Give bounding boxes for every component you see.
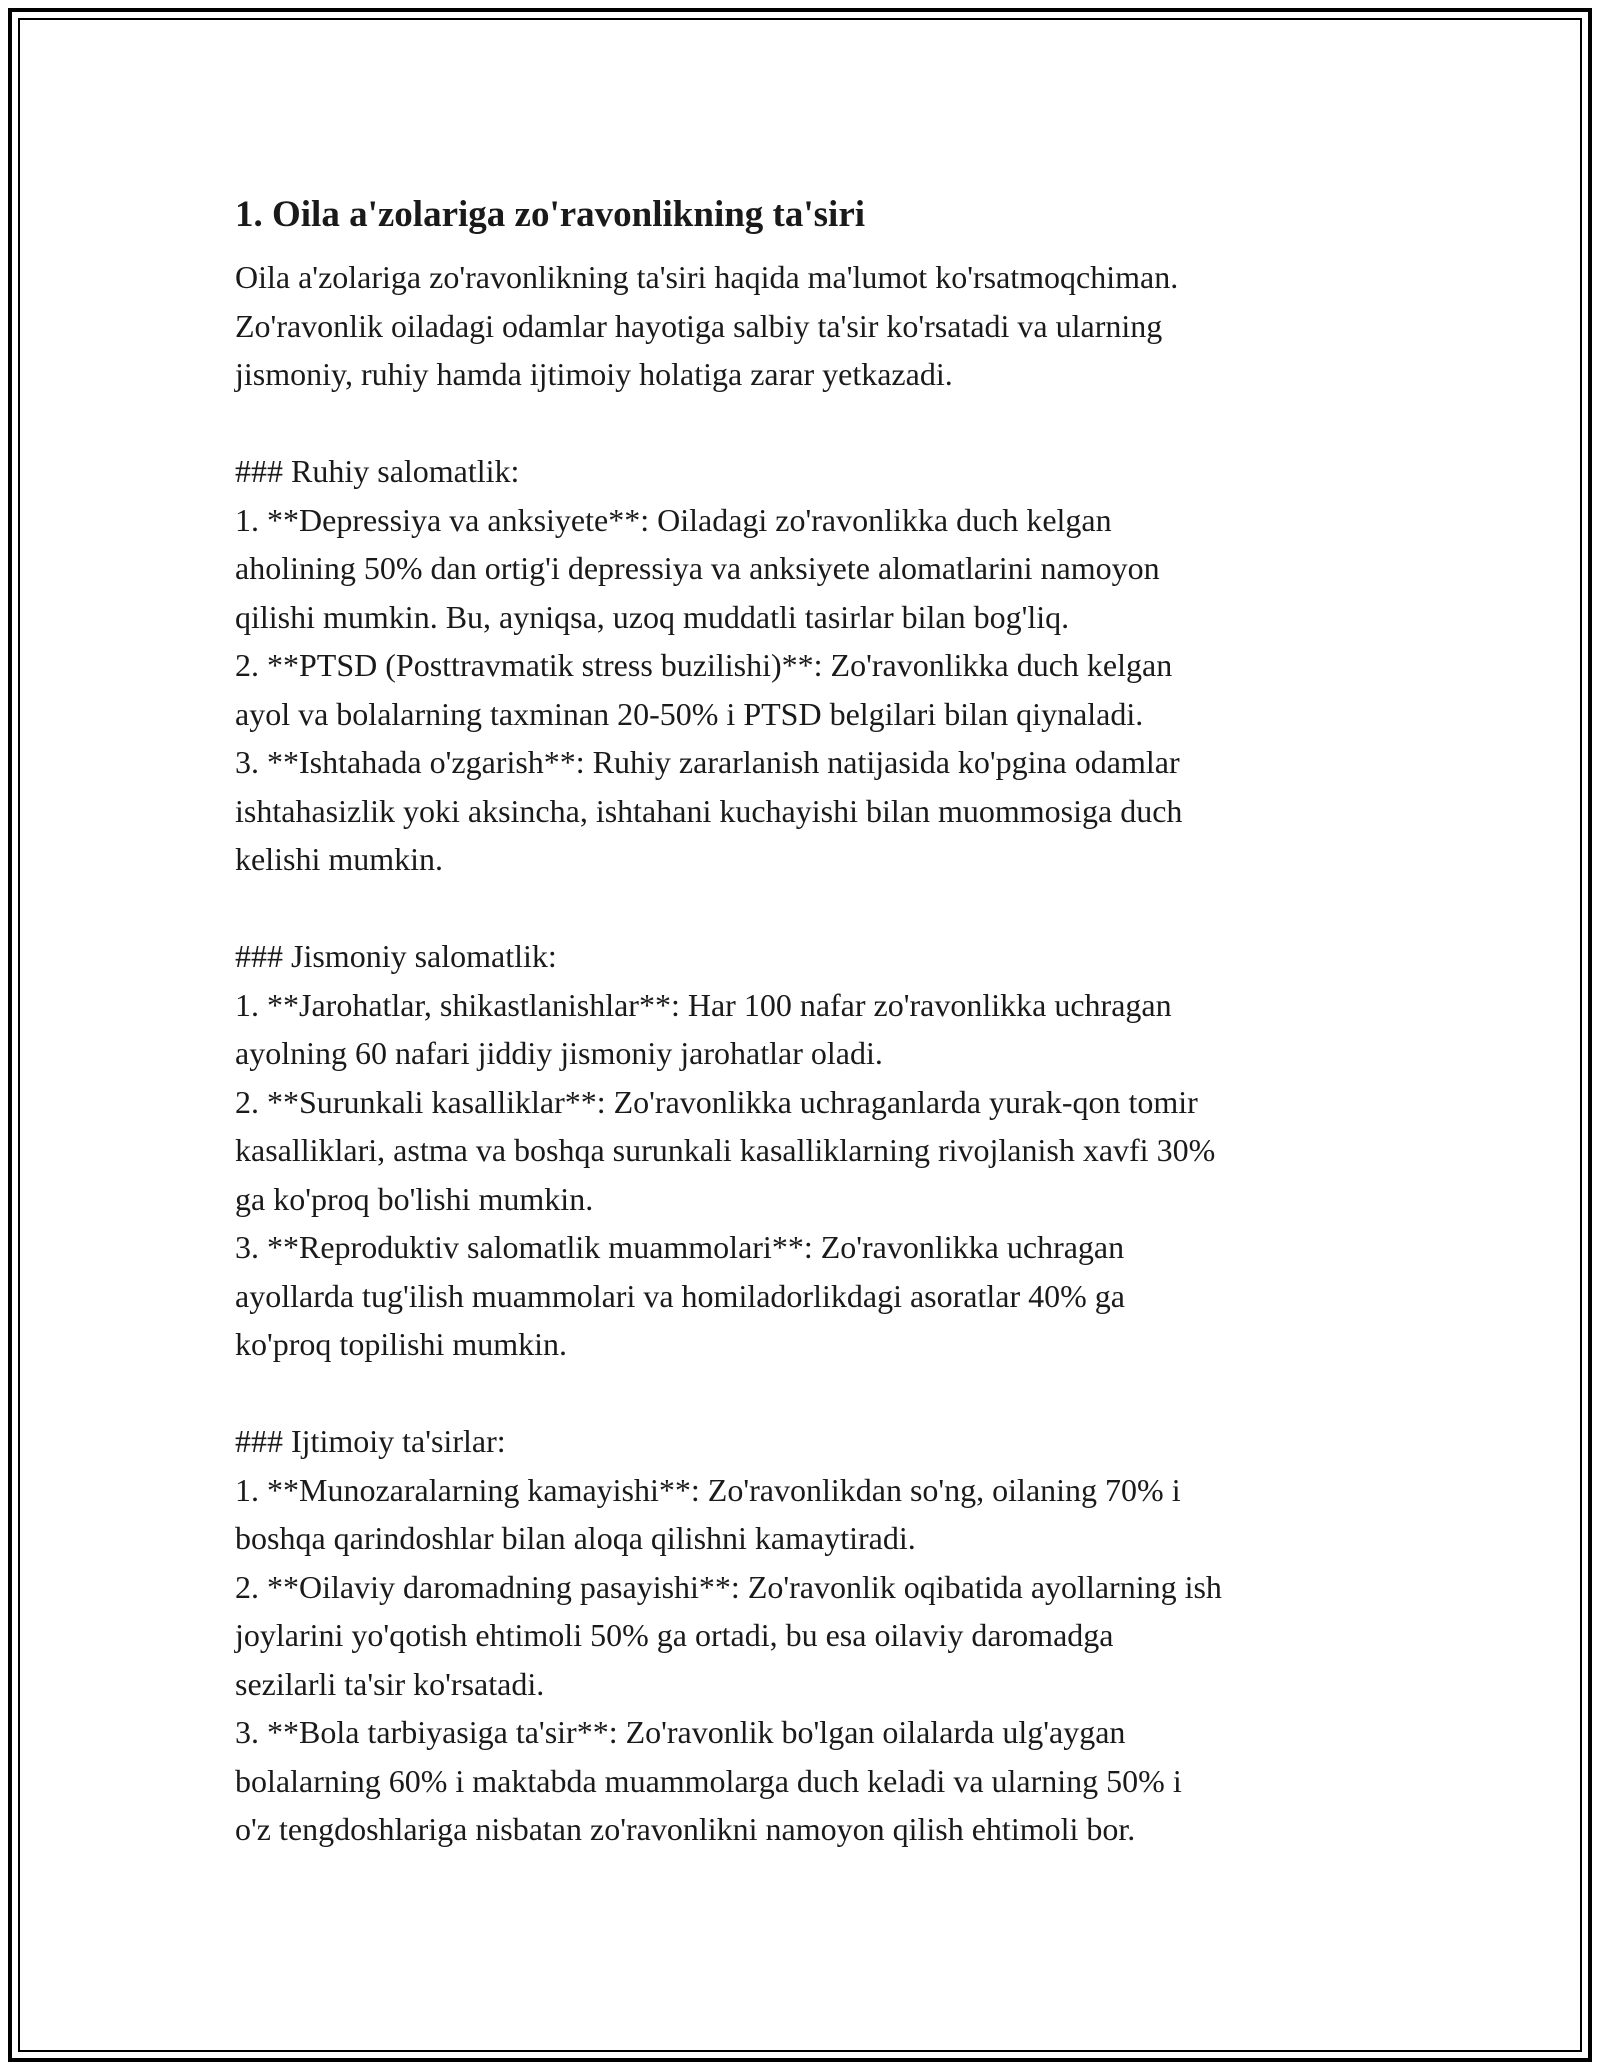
list-item: 1. **Depressiya va anksiyete**: Oiladagi zo'ravonlikka duch kelgan aholining 50% dan ortig'i depressiya va anksiyete alomatlarini namoyon qilishi mumkin. Bu, ayniqsa, uzoq muddatli tasirlar bilan bog'liq. — [235, 501, 1160, 635]
list-item: 1. **Munozaralarning kamayishi**: Zo'ravonlikdan so'ng, oilaning 70% i boshqa qarindoshlar bilan aloqa qilishni kamaytiradi. — [235, 1471, 1181, 1556]
section-heading: ### Jismoniy salomatlik: — [235, 938, 557, 974]
section-heading: ### Ruhiy salomatlik: — [235, 453, 520, 489]
list-item: 3. **Ishtahada o'zgarish**: Ruhiy zararlanish natijasida ko'pgina odamlar ishtahasizlik yoki aksincha, ishtahani kuchayishi bilan muommosiga duch kelishi mumkin. — [235, 744, 1183, 877]
list-item: 1. **Jarohatlar, shikastlanishlar**: Har 100 nafar zo'ravonlikka uchragan ayolning 60 nafari jiddiy jismoniy jarohatlar oladi. — [235, 986, 1172, 1071]
section-heading: ### Ijtimoiy ta'sirlar: — [235, 1423, 506, 1459]
section-social-effects — [235, 1417, 1385, 1854]
section-mental-health — [235, 447, 1385, 884]
list-item: 2. **PTSD (Posttravmatik stress buzilishi)**: Zo'ravonlikka duch kelgan ayol va bolalarning taxminan 20-50% i PTSD belgilari bilan qiynaladi. — [235, 647, 1173, 732]
section-spacer — [235, 884, 1385, 933]
intro-paragraph: Oila a'zolariga zo'ravonlikning ta'siri haqida ma'lumot ko'rsatmoqchiman. Zo'ravonlik oiladagi odamlar hayotiga salbiy ta'sir ko'rsatadi va ularning jismoniy, ruhiy hamda ijtimoiy holatiga zarar yetkazadi. — [235, 259, 1179, 392]
section-spacer — [235, 1369, 1385, 1418]
list-item: 3. **Reproduktiv salomatlik muammolari**: Zo'ravonlikka uchragan ayollarda tug'ilish muammolari va homiladorlikdagi asoratlar 40% ga ko'proq topilishi mumkin. — [235, 1229, 1125, 1362]
document-title: 1. Oila a'zolariga zo'ravonlikning ta'siri — [235, 194, 866, 235]
document-body — [235, 185, 1385, 1854]
list-item: 3. **Bola tarbiyasiga ta'sir**: Zo'ravonlik bo'lgan oilalarda ulg'aygan bolalarning 60% i maktabda muammolarga duch keladi va ularning 50% i o'z tengdoshlariga nisbatan zo'ravonlikni namoyon qilish ehtimoli bor. — [235, 1714, 1182, 1847]
section-spacer — [235, 399, 1385, 448]
list-item: 2. **Oilaviy daromadning pasayishi**: Zo'ravonlik oqibatida ayollarning ish joylarini yo'qotish ehtimoli 50% ga ortadi, bu esa oilaviy daromadga sezilarli ta'sir ko'rsatadi. — [235, 1568, 1222, 1702]
section-physical-health — [235, 932, 1385, 1369]
list-item: 2. **Surunkali kasalliklar**: Zo'ravonlikka uchraganlarda yurak-qon tomir kasalliklari, astma va boshqa surunkali kasalliklarning rivojlanish xavfi 30% ga ko'proq bo'lishi mumkin. — [235, 1083, 1216, 1217]
